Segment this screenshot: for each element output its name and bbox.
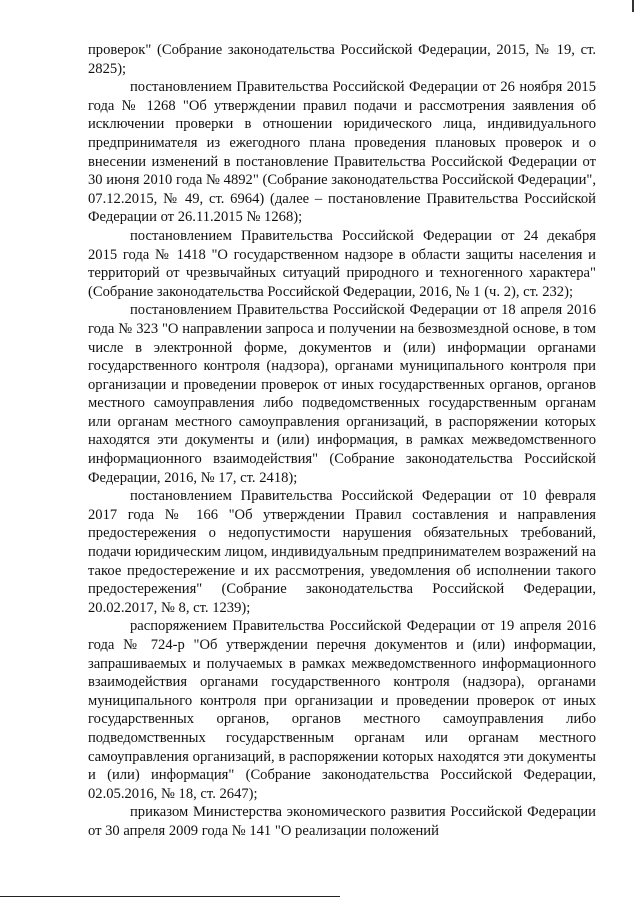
paragraph-order-141: приказом Министерства экономического развития Российской Федерации от 30 апреля 2009 года № 141 "О реализации положений [88,804,596,839]
paragraph-resolution-166: постановлением Правительства Российской Федерации от 10 февраля 2017 года № 166 "Об утверждении Правил составления и направления предостережения о недопустимости нарушения обязательных требований, подачи юридическим лицом, индивидуальным предпринимателем возражений на такое предостережение и их рассмотрения, уведомления об исполнении такого предостережения" (Собрание законодательства Российской Федерации, 20.02.2017, № 8, ст. 1239); [88,488,596,616]
paragraph-resolution-1418: постановлением Правительства Российской Федерации от 24 декабря 2015 года № 1418 "О государственном надзоре в области защиты населения и территорий от чрезвычайных ситуаций природного и техногенного характера" (Собрание законодательства Российской Федерации, 2016, № 1 (ч. 2), ст. 232); [88,227,596,300]
paragraph-resolution-323: постановлением Правительства Российской Федерации от 18 апреля 2016 года № 323 "О направлении запроса и получении на безвозмездной основе, в том числе в электронной форме, документов и (или) информации органами государственного контроля (надзора), органами муниципального контроля при организации и проведении проверок от иных государственных органов, органов местного самоуправления либо подведомственных государственным органам или органам местного самоуправления организаций, в распоряжении которых находятся эти документы и (или) информация, в рамках межведомственного информационного взаимодействия" (Собрание законодательства Российской Федерации, 2016, № 17, ст. 2418); [88,302,596,486]
footnote-divider [0,896,340,897]
paragraph-resolution-1268: постановлением Правительства Российской Федерации от 26 ноября 2015 года № 1268 "Об утверждении правил подачи и рассмотрения заявления об исключении проверки в отношении юридического лица, индивидуального предпринимателя из ежегодного плана проведения плановых проверок и о внесении изменений в постановление Правительства Российской Федерации от 30 июня 2010 года № 4892" (Собрание законодательства Российской Федерации", 07.12.2015, № 49, ст. 6964) (далее – постановление Правительства Российской Федерации от 26.11.2015 № 1268); [88,79,596,226]
paragraph-continuation: проверок" (Собрание законодательства Российской Федерации, 2015, № 19, ст. 2825); [88,42,596,77]
paragraph-order-724r: распоряжением Правительства Российской Федерации от 19 апреля 2016 года № 724-р "Об утверждении перечня документов и (или) информации, запрашиваемых и получаемых в рамках межведомственного информационного взаимодействия органами государственного контроля (надзора), органами муниципального контроля при организации и проведении проверок от иных государственных органов, органов местного самоуправления либо подведомственных государственным органам или органам местного самоуправления организаций, в распоряжении которых находятся эти документы и (или) информация" (Собрание законодательства Российской Федерации, 02.05.2016, № 18, ст. 2647); [88,618,596,802]
document-page [88,41,596,841]
page-corner-mark [632,0,634,12]
